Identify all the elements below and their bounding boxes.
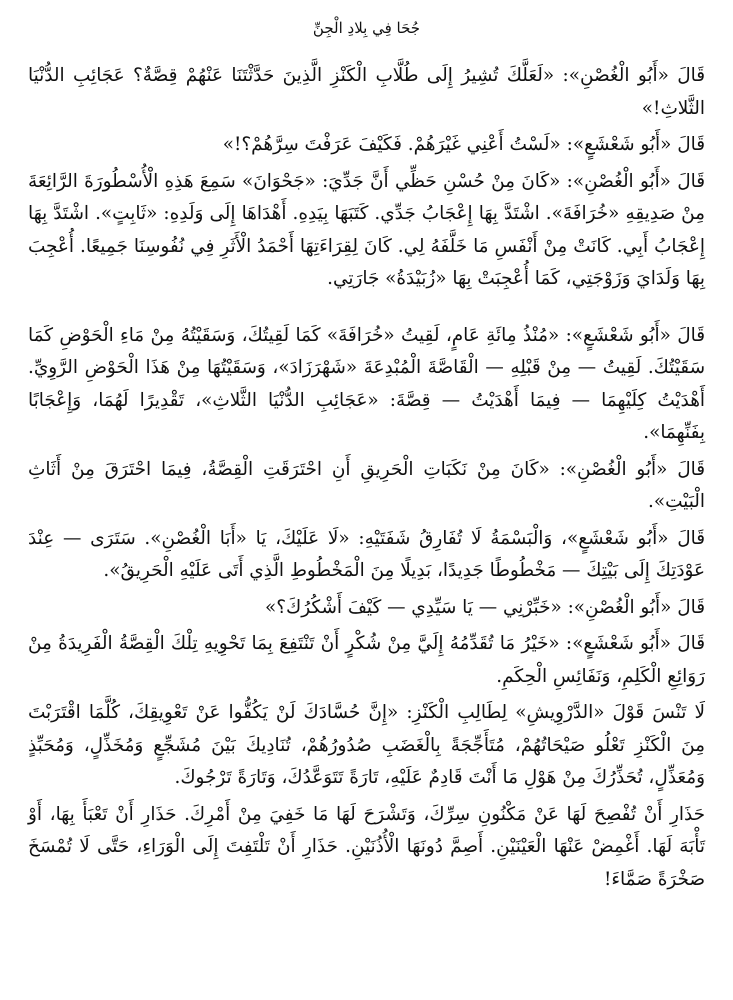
paragraph: قَالَ «أَبُو الْغُصْنِ»: «كَانَ مِنْ حُسْنِ حَظِّي أَنَّ جَدِّيَ: «جَحْوَانَ» سَمِعَ هَذِهِ الْأُسْطُورَةَ الرَّائِعَةَ مِنْ صَدِيقِهِ «خُرَافَةَ». اشْتَدَّ بِهَا إِعْجَابُ جَدِّي. كَتَبَهَا بِيَدِهِ. أَهْدَاهَا إِلَى وَلَدِهِ: «ثَابِتٍ». اشْتَدَّ بِهَا إِعْجَابُ أَبِي. كَانَتْ مِنْ أَنْفَسِ مَا خَلَّفَهُ لِي. كَانَ لِقِرَاءَتِهَا أَحْمَدُ الْأَثَرِ فِي نُفُوسِنَا جَمِيعًا. أُعْجِبَ بِهَا وَلَدَايَ وَزَوْجَتِي، كَمَا أُعْجِبَتْ بِهَا «زُبَيْدَةُ» جَارَتِي. bbox=[28, 170, 705, 289]
paragraph: حَذَارِ أَنْ تُفْصِحَ لَهَا عَنْ مَكْنُونِ سِرِّكَ، وَتَشْرَحَ لَهَا مَا خَفِيَ مِنْ أَمْرِكَ. حَذَارِ أَنْ تَعْبَأَ بِهَا، أَوْ تَأْبَهَ لَهَا. أَغْمِضْ عَنْهَا الْعَيْنَيْنِ. أَصِمَّ دُونَهَا الْأُذُنَيْنِ. حَذَارِ أَنْ تَلْتَفِتَ إِلَى الْوَرَاءِ، حَتَّى لَا تُمْسَخَ صَخْرَةً صَمَّاءَ! bbox=[28, 803, 705, 890]
paragraph: قَالَ «أَبُو شَعْشَعٍ»، وَالْبَسْمَةُ لَا تُفَارِقُ شَفَتَيْهِ: «لَا عَلَيْكَ، يَا «أَبَا الْغُصْنِ». سَتَرَى — عِنْدَ عَوْدَتِكَ إِلَى بَيْتِكَ — مَخْطُوطًا جَدِيدًا، بَدِيلًا مِنَ الْمَخْطُوطِ الَّذِي أَتَى عَلَيْهِ الْحَرِيقُ». bbox=[28, 527, 705, 581]
paragraph: قَالَ «أَبُو الْغُصْنِ»: «خَبِّرْنِي — يَا سَيِّدِي — كَيْفَ أَشْكُرُكَ؟» bbox=[265, 596, 705, 618]
paragraph: لَا تَنْسَ قَوْلَ «الدَّرْوِيشِ» لِطَالِبِ الْكَنْزِ: «إِنَّ حُسَّادَكَ لَنْ يَكُفُّوا عَنْ تَعْوِيقِكَ، كُلَّمَا اقْتَرَبْتَ مِنَ الْكَنْزِ تَعْلُو صَيْحَاتُهُمْ، مُتَأَجِّجَةً بِالْغَضَبِ صُدُورُهُمْ، تُنَادِيكَ بَيْنَ مُشَجِّعٍ وَمُخَذِّلٍ، وَمُحَبِّذٍ وَمُعَذِّلٍ، تُحَذِّرُكَ مِنْ هَوْلِ مَا أَنْتَ قَادِمٌ عَلَيْهِ، تَارَةً تَتَوَعَّدُكَ، وَتَارَةً تَرْجُوكَ. bbox=[28, 702, 705, 788]
paragraph: قَالَ «أَبُو شَعْشَعٍ»: «مُنْذُ مِائَةِ عَامٍ، لَقِيتُ «خُرَافَةَ» كَمَا لَقِيتُكَ، وَسَقَيْتُهُ مِنْ مَاءِ الْحَوْضِ كَمَا سَقَيْتُكَ. لَقِيتُ — مِنْ قَبْلِهِ — الْقَاصَّةَ الْمُبْدِعَةَ «شَهْرَزَادَ»، وَسَقَيْتُهَا مِنْ هَذَا الْحَوْضِ الرَّوِيِّ. أَهْدَيْتُ كِلَيْهِمَا — فِيمَا أَهْدَيْتُ — قِصَّةَ: «عَجَائِبِ الدُّنْيَا الثَّلاثِ»، تَقْدِيرًا لَهُمَا، وَإِعْجَابًا بِفَنِّهِمَا». bbox=[28, 324, 705, 443]
paragraph: قَالَ «أَبُو شَعْشَعٍ»: «خَيْرُ مَا تُقَدِّمُهُ إِلَيَّ مِنْ شُكْرٍ أَنْ تَنْتَفِعَ بِمَا تَحْوِيهِ تِلْكَ الْقِصَّةُ الْفَرِيدَةُ مِنْ رَوَائِعِ الْكَلِمِ، وَنَفَائِسِ الْحِكَمِ. bbox=[28, 633, 705, 687]
page-title: جُحَا فِي بِلادِ الْجِنِّ bbox=[312, 19, 421, 37]
paragraph: قَالَ «أَبُو الْغُصْنِ»: «لَعَلَّكَ تُشِيرُ إِلَى طُلَّابِ الْكَنْزِ الَّذِينَ حَدَّثْتَنَا عَنْهُمْ قِصَّةٌ؟ عَجَائِبِ الدُّنْيَا الثَّلاثِ!» bbox=[28, 65, 705, 119]
paragraph: قَالَ «أَبُو شَعْشَعٍ»: «لَسْتُ أَعْنِي غَيْرَهُمْ. فَكَيْفَ عَرَفْتَ سِرَّهُمْ؟!» bbox=[222, 134, 705, 155]
paragraph: قَالَ «أَبُو الْغُصْنِ»: «كَانَ مِنْ نَكَبَاتِ الْحَرِيقِ أَنِ احْتَرَقَتِ الْقِصَّةُ، فِيمَا احْتَرَقَ مِنْ أَثَاثِ الْبَيْتِ». bbox=[28, 458, 705, 512]
